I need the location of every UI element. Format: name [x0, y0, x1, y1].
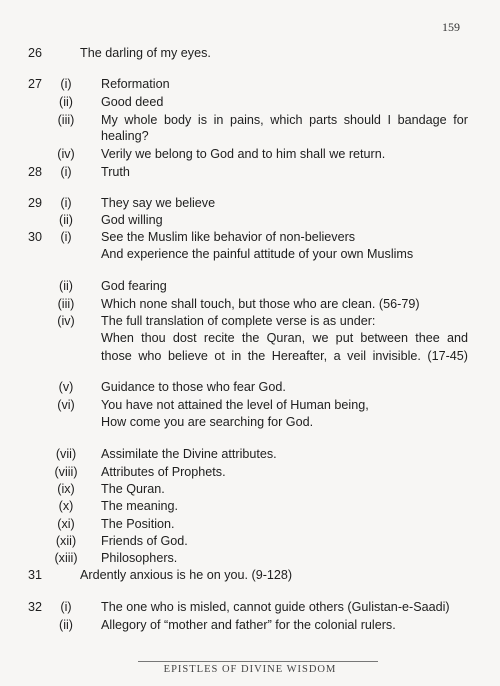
sub-item-marker: (iv) — [57, 314, 75, 328]
note-line — [0, 75, 500, 93]
running-footer: EPISTLES OF DIVINE WISDOM — [163, 664, 337, 675]
note-text: Philosophers. — [101, 551, 178, 565]
sub-item-marker: (xi) — [57, 517, 75, 531]
sub-item-marker: (viii) — [54, 465, 78, 479]
sub-item-marker: (i) — [60, 230, 72, 244]
note-line — [0, 396, 500, 414]
note-text: And experience the painful attitude of your own Muslims — [101, 247, 414, 261]
note-line — [0, 378, 500, 396]
sub-item-marker: (xii) — [55, 534, 77, 548]
note-text: Verily we belong to God and to him shall we return. — [101, 147, 386, 161]
note-line — [0, 463, 500, 481]
sub-item-marker: (i) — [60, 165, 72, 179]
sub-item-marker: (ii) — [59, 279, 73, 293]
note-line — [0, 145, 500, 163]
note-line — [0, 616, 500, 634]
note-line — [0, 347, 500, 365]
note-line — [0, 312, 500, 330]
note-text: Allegory of “mother and father” for the colonial rulers. — [101, 618, 396, 632]
note-line — [0, 211, 500, 229]
sub-item-marker: (iii) — [57, 297, 75, 311]
note-text: Guidance to those who fear God. — [101, 380, 286, 394]
note-line — [0, 413, 500, 431]
note-text: When thou dost recite the Quran, we put between thee and — [101, 331, 468, 345]
note-number: 27 — [28, 77, 43, 91]
sub-item-marker: (i) — [60, 600, 72, 614]
note-text: Which none shall touch, but those who are clean. (56-79) — [101, 297, 420, 311]
note-line — [0, 566, 500, 584]
note-number: 26 — [28, 46, 43, 60]
sub-item-marker: (v) — [58, 380, 74, 394]
note-line — [0, 329, 500, 347]
note-text: Attributes of Prophets. — [101, 465, 226, 479]
footer-divider — [138, 661, 378, 662]
note-number: 28 — [28, 165, 43, 179]
sub-item-marker: (iii) — [57, 113, 75, 127]
note-line — [0, 532, 500, 550]
note-text: Good deed — [101, 95, 164, 109]
note-text: Reformation — [101, 77, 170, 91]
note-text: The meaning. — [101, 499, 179, 513]
note-line — [0, 44, 500, 62]
note-text: Ardently anxious is he on you. (9-128) — [80, 568, 293, 582]
sub-item-marker: (xiii) — [54, 551, 78, 565]
note-text: God fearing — [101, 279, 167, 293]
note-text: God willing — [101, 213, 163, 227]
note-text: You have not attained the level of Human being, — [101, 398, 369, 412]
note-text: Friends of God. — [101, 534, 188, 548]
note-text: Truth — [101, 165, 130, 179]
note-line — [0, 480, 500, 498]
sub-item-marker: (ii) — [59, 618, 73, 632]
note-line — [0, 93, 500, 111]
note-text: My whole body is in pains, which parts should I bandage for — [101, 113, 468, 127]
note-line — [0, 228, 500, 246]
note-text: They say we believe — [101, 196, 216, 210]
sub-item-marker: (ii) — [59, 95, 73, 109]
sub-item-marker: (vi) — [57, 398, 75, 412]
note-number: 30 — [28, 230, 43, 244]
note-line — [0, 445, 500, 463]
sub-item-marker: (ii) — [59, 213, 73, 227]
note-text: Assimilate the Divine attributes. — [101, 447, 277, 461]
note-text: The one who is misled, cannot guide others (Gulistan-e-Saadi) — [101, 600, 450, 614]
sub-item-marker: (vii) — [55, 447, 77, 461]
note-text: See the Muslim like behavior of non-believers — [101, 230, 356, 244]
note-text: those who believe ot in the Hereafter, a veil invisible. (17-45) — [101, 349, 468, 363]
note-text: The darling of my eyes. — [80, 46, 211, 60]
page-number: 159 — [442, 20, 460, 34]
note-line — [0, 515, 500, 533]
note-line — [0, 194, 500, 212]
note-line — [0, 549, 500, 567]
note-line — [0, 277, 500, 295]
note-number: 29 — [28, 196, 43, 210]
sub-item-marker: (iv) — [57, 147, 75, 161]
note-number: 32 — [28, 600, 43, 614]
note-text: The full translation of complete verse is as under: — [101, 314, 376, 328]
note-text: The Position. — [101, 517, 175, 531]
note-text: healing? — [101, 129, 149, 143]
sub-item-marker: (x) — [58, 499, 74, 513]
sub-item-marker: (i) — [60, 196, 72, 210]
note-line — [0, 163, 500, 181]
note-line — [0, 497, 500, 515]
note-number: 31 — [28, 568, 43, 582]
note-text: The Quran. — [101, 482, 165, 496]
note-line — [0, 295, 500, 313]
sub-item-marker: (ix) — [57, 482, 75, 496]
note-text: How come you are searching for God. — [101, 415, 314, 429]
note-line — [0, 245, 500, 263]
sub-item-marker: (i) — [60, 77, 72, 91]
note-line — [0, 598, 500, 616]
note-line — [0, 127, 500, 145]
